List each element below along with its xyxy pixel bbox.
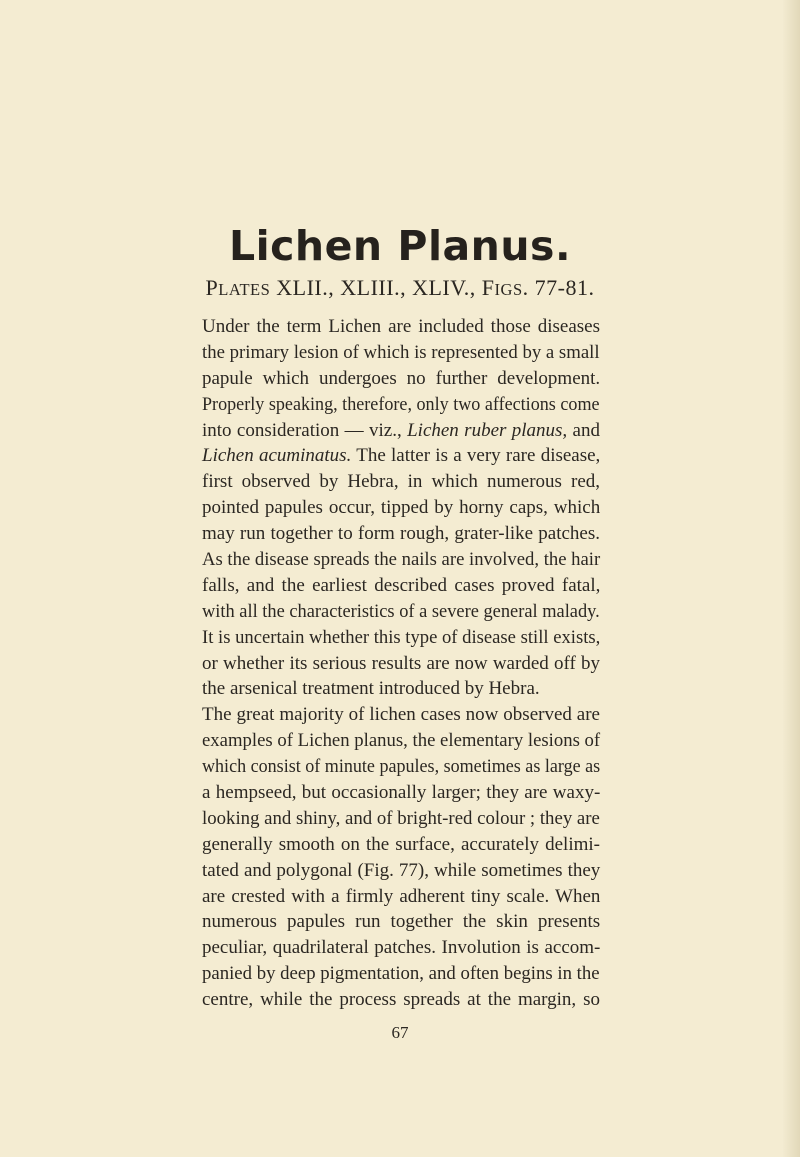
page-number: 67 <box>391 1023 409 1042</box>
text-run: may run together to form rough, grater-like patches. <box>202 523 600 545</box>
text-run: looking and shiny, and of bright-red colour ; they are <box>202 807 600 829</box>
figs-rest: IGS <box>494 280 523 299</box>
text-run: first observed by Hebra, in which numerous red, <box>202 471 600 493</box>
text-line <box>202 754 601 780</box>
text-line <box>202 366 600 392</box>
text-run: tated and polygonal (Fig. 77), while sometimes they <box>202 859 601 881</box>
figs-cap: F <box>481 275 495 300</box>
text-line <box>202 651 600 677</box>
text-line <box>202 495 600 521</box>
text-line <box>202 780 600 806</box>
text-line <box>202 469 600 495</box>
text-line <box>202 987 600 1013</box>
text-run: and <box>567 419 600 441</box>
text-run: with all the characteristics of a severe general malady. <box>202 600 600 622</box>
text-line <box>202 676 600 702</box>
text-line <box>202 392 600 418</box>
text-line <box>202 884 600 910</box>
text-run: centre, while the process spreads at the margin, so <box>202 989 600 1011</box>
text-run: Properly speaking, therefore, only two affections come <box>202 393 600 415</box>
plates-cap: P <box>205 275 219 300</box>
text-run: It is uncertain whether this type of disease still exists, <box>202 626 601 648</box>
text-line <box>202 858 600 884</box>
text-run: papule which undergoes no further development. <box>202 367 601 389</box>
text-run: the primary lesion of which is represented by a small <box>202 341 600 363</box>
plates-numbers: XLII., XLIII., XLIV., <box>270 275 482 300</box>
italic-term: Lichen acuminatus. <box>202 445 352 467</box>
text-line <box>202 443 600 469</box>
text-line <box>202 806 600 832</box>
text-line <box>202 340 600 366</box>
text-line <box>202 961 600 987</box>
body-text <box>202 314 600 1013</box>
text-line <box>202 547 601 573</box>
text-line <box>202 909 600 935</box>
plates-reference <box>0 275 800 301</box>
text-run: a hempseed, but occasionally larger; they are waxy- <box>202 782 601 804</box>
text-line <box>202 314 600 340</box>
text-run: As the disease spreads the nails are involved, the hair <box>202 549 601 571</box>
text-run: numerous papules run together the skin presents <box>202 911 601 933</box>
text-line <box>202 521 600 547</box>
text-run: The great majority of lichen cases now observed are <box>202 704 600 726</box>
text-run: The latter is a very rare disease, <box>351 445 601 467</box>
text-run: into consideration — viz., <box>202 419 408 441</box>
text-run: which consist of minute papules, sometimes as large as <box>202 756 601 778</box>
text-line <box>202 832 600 858</box>
text-line <box>202 935 600 961</box>
text-line <box>202 418 600 444</box>
text-line <box>202 625 601 651</box>
text-line <box>202 702 600 728</box>
figs-numbers: . 77-81. <box>522 275 595 300</box>
page-title: Lichen Planus. <box>228 222 572 270</box>
text-run: examples of Lichen planus, the elementary lesions of <box>202 730 601 752</box>
plates-rest: LATES <box>218 280 271 299</box>
text-run: or whether its serious results are now warded off by <box>202 652 600 674</box>
text-line <box>202 599 600 625</box>
text-run: are crested with a firmly adherent tiny scale. When <box>202 885 601 907</box>
text-run: panied by deep pigmentation, and often begins in the <box>202 963 600 985</box>
text-line <box>202 728 601 754</box>
text-run: peculiar, quadrilateral patches. Involution is accom- <box>202 937 601 959</box>
text-run: the arsenical treatment introduced by Hebra. <box>202 678 540 700</box>
text-run: falls, and the earliest described cases proved fatal, <box>202 574 601 596</box>
text-run: Under the term Lichen are included those diseases <box>202 316 600 337</box>
text-run: pointed papules occur, tipped by horny caps, which <box>202 497 601 519</box>
page-edge-shadow <box>782 0 800 1157</box>
text-line <box>202 573 600 599</box>
italic-term: Lichen ruber planus, <box>407 419 568 441</box>
text-run: generally smooth on the surface, accurately delimi- <box>202 833 600 855</box>
